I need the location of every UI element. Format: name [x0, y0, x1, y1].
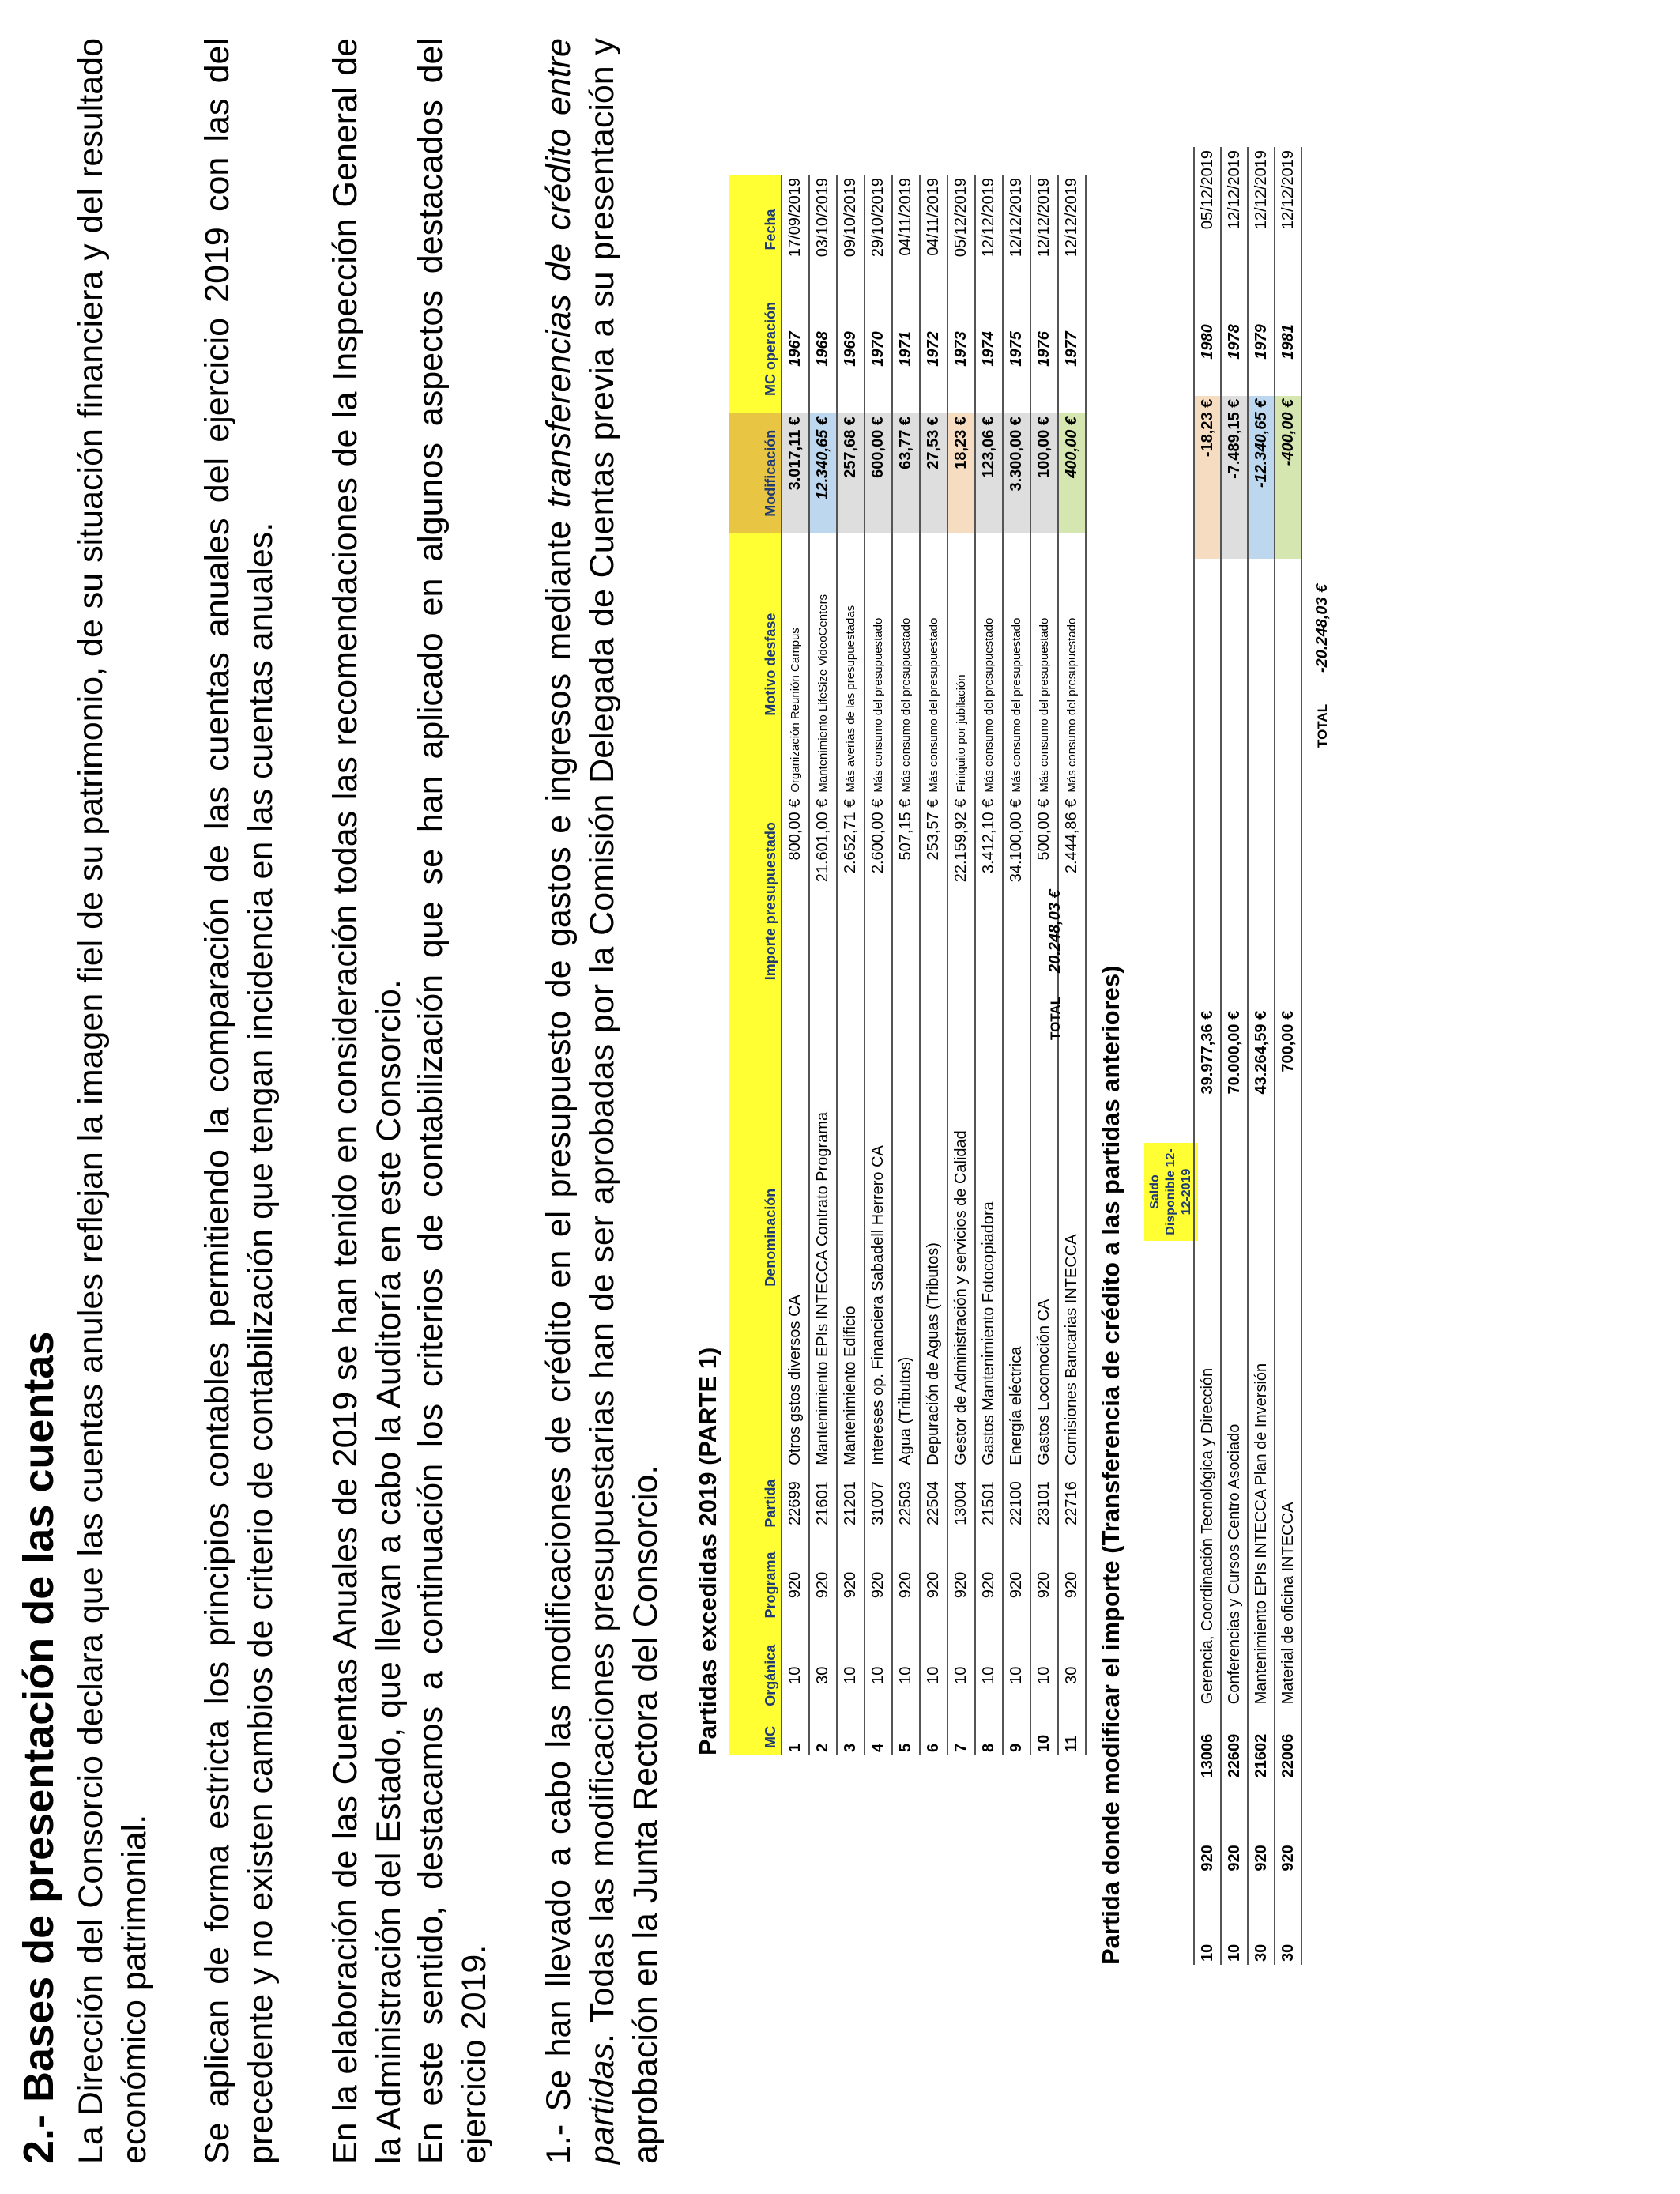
cell-modificacion: 400,00 € — [1058, 413, 1086, 533]
cell-modificacion: -400,00 € — [1275, 396, 1301, 559]
cell-modificacion: 257,68 € — [837, 413, 864, 533]
table1-total-value: 20.248,03 € — [1046, 889, 1064, 973]
table2-title: Partida donde modificar el importe (Transferencia de crédito a las partidas anteriores) — [1097, 965, 1124, 1965]
cell-importe: 253,57 € — [920, 796, 947, 1007]
cell-programa: 920 — [1275, 1804, 1301, 1912]
cell-denominacion: Conferencias y Cursos Centro Asociado — [1221, 1148, 1248, 1707]
cell-fecha: 12/12/2019 — [1275, 147, 1301, 288]
cell-motivo: Más consumo del presupuestado — [1058, 533, 1086, 795]
cell-partida: 23101 — [1030, 1468, 1058, 1539]
cell-denominacion: Gastos Locomoción CA — [1030, 1007, 1058, 1468]
cell-fecha: 12/12/2019 — [1030, 175, 1058, 285]
cell-fecha: 09/10/2019 — [837, 175, 864, 285]
cell-denominacion: Mantenimiento EPIs INTECCA Plan de Inversión — [1248, 1148, 1275, 1707]
cell-mc: 3 — [837, 1719, 864, 1755]
cell-fecha: 29/10/2019 — [864, 175, 892, 285]
cell-partida: 21501 — [975, 1468, 1003, 1539]
paragraph-5 — [537, 38, 668, 2164]
cell-operacion: 1973 — [947, 285, 975, 413]
cell-operacion: 1968 — [809, 285, 837, 413]
table2-total-label: TOTAL — [1315, 703, 1330, 748]
cell-denominacion: Otros gstos diversos CA — [782, 1007, 809, 1468]
cell-partida: 21602 — [1248, 1707, 1275, 1804]
cell-fecha: 03/10/2019 — [809, 175, 837, 285]
header-motivo: Motivo desfase — [729, 533, 782, 795]
cell-importe: 500,00 € — [1030, 796, 1058, 1007]
table-partidas-excedidas — [729, 175, 1087, 1755]
cell-programa: 920 — [975, 1538, 1003, 1631]
cell-modificacion: 600,00 € — [864, 413, 892, 533]
table1-title: Partidas excedidas 2019 (PARTE 1) — [694, 1347, 721, 1755]
cell-programa: 920 — [1221, 1804, 1248, 1912]
table1-total-label: TOTAL — [1048, 996, 1063, 1040]
cell-modificacion: 3.300,00 € — [1003, 413, 1030, 533]
cell-organica: 10 — [837, 1632, 864, 1719]
cell-importe: 34.100,00 € — [1003, 796, 1030, 1007]
cell-denominacion: Energía eléctrica — [1003, 1007, 1030, 1468]
cell-programa: 920 — [920, 1538, 947, 1631]
cell-mc: 9 — [1003, 1719, 1030, 1755]
cell-organica: 30 — [1248, 1912, 1275, 1965]
cell-programa: 920 — [1058, 1538, 1086, 1631]
cell-fecha: 05/12/2019 — [1194, 147, 1221, 288]
cell-operacion: 1976 — [1030, 285, 1058, 413]
cell-operacion: 1979 — [1248, 288, 1275, 395]
cell-modificacion: 12.340,65 € — [809, 413, 837, 533]
header-programa: Programa — [729, 1538, 782, 1631]
table-row — [809, 175, 837, 1755]
cell-motivo: Mantenimiento LifeSize VideoCenters — [809, 533, 837, 795]
cell-operacion: 1975 — [1003, 285, 1030, 413]
cell-programa: 920 — [782, 1538, 809, 1631]
cell-mc: 1 — [782, 1719, 809, 1755]
cell-fecha: 12/12/2019 — [975, 175, 1003, 285]
paragraph-5-end: . Todas las modificaciones presupuestarias han de ser aprobadas por la Comisión Delegada de Cuentas previa a su presentación y aprobación en la Junta Rectora del Consorcio. — [583, 38, 665, 2164]
cell-modificacion: 123,06 € — [975, 413, 1003, 533]
table-row — [782, 175, 809, 1755]
cell-modificacion: -12.340,65 € — [1248, 396, 1275, 559]
cell-programa: 920 — [1030, 1538, 1058, 1631]
table-row — [864, 175, 892, 1755]
header-partida: Partida — [729, 1468, 782, 1539]
cell-fecha: 12/12/2019 — [1058, 175, 1086, 285]
table-row — [1221, 147, 1248, 1965]
cell-importe: 507,15 € — [892, 796, 920, 1007]
spacer-cell — [1221, 559, 1248, 1008]
cell-programa: 920 — [1248, 1804, 1275, 1912]
cell-importe: 800,00 € — [782, 796, 809, 1007]
cell-organica: 10 — [920, 1632, 947, 1719]
cell-denominacion: Gerencia, Coordinación Tecnológica y Dirección — [1194, 1148, 1221, 1707]
cell-operacion: 1972 — [920, 285, 947, 413]
paragraph-1: La Dirección del Consorcio declara que las cuentas anules reflejan la imagen fiel de su patrimonio, de su situación financiera y del resultado económico patrimonial. — [72, 38, 153, 2164]
cell-modificacion: 63,77 € — [892, 413, 920, 533]
cell-organica: 10 — [864, 1632, 892, 1719]
spacer-cell — [1248, 559, 1275, 1008]
cell-partida: 21201 — [837, 1468, 864, 1539]
header-modificacion: Modificación — [729, 413, 782, 533]
cell-programa: 920 — [837, 1538, 864, 1631]
cell-motivo: Más consumo del presupuestado — [1030, 533, 1058, 795]
cell-modificacion: -18,23 € — [1194, 396, 1221, 559]
paragraph-5-start: 1.- Se han llevado a cabo las modificaciones de crédito en el presupuesto de gastos e ingresos mediante — [540, 507, 578, 2164]
table-row — [892, 175, 920, 1755]
table-row — [1248, 147, 1275, 1965]
cell-importe: 21.601,00 € — [809, 796, 837, 1007]
cell-partida: 21601 — [809, 1468, 837, 1539]
cell-partida: 13006 — [1194, 1707, 1221, 1804]
page-title: 2.- Bases de presentación de las cuentas — [15, 1331, 62, 2164]
cell-saldo: 43.264,59 € — [1248, 1008, 1275, 1148]
cell-organica: 10 — [1194, 1912, 1221, 1965]
cell-denominacion: Gastos Mantenimiento Fotocopiadora — [975, 1007, 1003, 1468]
header-operacion: MC operación — [729, 285, 782, 413]
spacer-cell — [1275, 559, 1301, 1008]
cell-mc: 4 — [864, 1719, 892, 1755]
cell-motivo: Más consumo del presupuestado — [892, 533, 920, 795]
table-row — [1275, 147, 1301, 1965]
cell-mc: 2 — [809, 1719, 837, 1755]
cell-organica: 10 — [892, 1632, 920, 1719]
paragraph-4: En este sentido, destacamos a continuación los criterios de contabilización que se han aplicado en algunos aspectos destacados del ejercicio 2019. — [412, 38, 493, 2164]
cell-fecha: 12/12/2019 — [1248, 147, 1275, 288]
cell-fecha: 12/12/2019 — [1003, 175, 1030, 285]
cell-importe: 2.444,86 € — [1058, 796, 1086, 1007]
paragraph-3: En la elaboración de las Cuentas Anuales de 2019 se han tenido en consideración todas las recomendaciones de la Inspección General de la Administración del Estado, que llevan a cabo la Auditoría en este Consorcio. — [326, 38, 408, 2164]
cell-organica: 30 — [1275, 1912, 1301, 1965]
cell-operacion: 1980 — [1194, 288, 1221, 395]
cell-saldo: 70.000,00 € — [1221, 1008, 1248, 1148]
cell-partida: 22716 — [1058, 1468, 1086, 1539]
cell-operacion: 1971 — [892, 285, 920, 413]
cell-saldo: 39.977,36 € — [1194, 1008, 1221, 1148]
header-organica: Orgánica — [729, 1632, 782, 1719]
header-fecha: Fecha — [729, 175, 782, 285]
cell-motivo: Finiquito por jubilación — [947, 533, 975, 795]
cell-motivo: Más consumo del presupuestado — [1003, 533, 1030, 795]
cell-mc: 10 — [1030, 1719, 1058, 1755]
cell-motivo: Más consumo del presupuestado — [864, 533, 892, 795]
cell-importe: 22.159,92 € — [947, 796, 975, 1007]
cell-denominacion: Mantenimiento Edificio — [837, 1007, 864, 1468]
cell-modificacion: 3.017,11 € — [782, 413, 809, 533]
cell-programa: 920 — [809, 1538, 837, 1631]
cell-motivo: Más consumo del presupuestado — [975, 533, 1003, 795]
table-row — [1194, 147, 1221, 1965]
cell-importe: 2.600,00 € — [864, 796, 892, 1007]
cell-motivo: Más consumo del presupuestado — [920, 533, 947, 795]
cell-modificacion: 100,00 € — [1030, 413, 1058, 533]
cell-motivo: Organización Reunión Campus — [782, 533, 809, 795]
cell-denominacion: Gestor de Administración y servicios de Calidad — [947, 1007, 975, 1468]
cell-modificacion: -7.489,15 € — [1221, 396, 1248, 559]
cell-denominacion: Intereses op. Financiera Sabadell Herrero CA — [864, 1007, 892, 1468]
cell-motivo: Más averías de las presupuestadas — [837, 533, 864, 795]
paragraph-5-italic: transferencias de crédito entre partidas — [540, 38, 621, 2164]
cell-programa: 920 — [864, 1538, 892, 1631]
paragraph-2: Se aplican de forma estricta los principios contables permitiendo la comparación de las cuentas anuales del ejercicio 2019 con las del precedente y no existen cambios de criterio de contabilización que tengan incidencia en las cuentas anuales. — [198, 38, 280, 2164]
table-row — [837, 175, 864, 1755]
saldo-disponible-label: Saldo Disponible 12-12-2019 — [1144, 1143, 1198, 1241]
cell-importe: 2.652,71 € — [837, 796, 864, 1007]
table-row — [1003, 175, 1030, 1755]
cell-denominacion: Depuración de Aguas (Tributos) — [920, 1007, 947, 1468]
cell-modificacion: 18,23 € — [947, 413, 975, 533]
cell-organica: 10 — [1003, 1632, 1030, 1719]
cell-operacion: 1977 — [1058, 285, 1086, 413]
table-row — [920, 175, 947, 1755]
cell-operacion: 1974 — [975, 285, 1003, 413]
cell-fecha: 04/11/2019 — [892, 175, 920, 285]
cell-denominacion: Mantenimiento EPIs INTECCA Contrato Programa — [809, 1007, 837, 1468]
table2-total-value: -20.248,03 € — [1313, 583, 1331, 673]
header-importe: Importe presupuestado — [729, 796, 782, 1007]
cell-fecha: 12/12/2019 — [1221, 147, 1248, 288]
cell-mc: 6 — [920, 1719, 947, 1755]
cell-programa: 920 — [892, 1538, 920, 1631]
cell-mc: 5 — [892, 1719, 920, 1755]
cell-partida: 22504 — [920, 1468, 947, 1539]
cell-mc: 7 — [947, 1719, 975, 1755]
table-partida-modificar — [1193, 147, 1302, 1965]
cell-partida: 13004 — [947, 1468, 975, 1539]
spacer-cell — [1194, 559, 1221, 1008]
cell-operacion: 1969 — [837, 285, 864, 413]
cell-programa: 920 — [1003, 1538, 1030, 1631]
cell-partida: 22503 — [892, 1468, 920, 1539]
cell-importe: 3.412,10 € — [975, 796, 1003, 1007]
cell-organica: 10 — [782, 1632, 809, 1719]
cell-denominacion: Material de oficina INTECCA — [1275, 1148, 1301, 1707]
table1-header-row — [729, 175, 782, 1755]
cell-saldo: 700,00 € — [1275, 1008, 1301, 1148]
cell-operacion: 1970 — [864, 285, 892, 413]
cell-partida: 22006 — [1275, 1707, 1301, 1804]
cell-partida: 22609 — [1221, 1707, 1248, 1804]
cell-denominacion: Agua (Tributos) — [892, 1007, 920, 1468]
cell-programa: 920 — [1194, 1804, 1221, 1912]
cell-partida: 31007 — [864, 1468, 892, 1539]
cell-fecha: 05/12/2019 — [947, 175, 975, 285]
cell-organica: 10 — [1221, 1912, 1248, 1965]
cell-organica: 30 — [809, 1632, 837, 1719]
header-mc: MC — [729, 1719, 782, 1755]
cell-organica: 10 — [1030, 1632, 1058, 1719]
cell-modificacion: 27,53 € — [920, 413, 947, 533]
table-row — [975, 175, 1003, 1755]
cell-mc: 11 — [1058, 1719, 1086, 1755]
cell-operacion: 1967 — [782, 285, 809, 413]
cell-denominacion: Comisiones Bancarias INTECCA — [1058, 1007, 1086, 1468]
cell-organica: 10 — [975, 1632, 1003, 1719]
cell-mc: 8 — [975, 1719, 1003, 1755]
table-row — [947, 175, 975, 1755]
header-denominacion: Denominación — [729, 1007, 782, 1468]
cell-programa: 920 — [947, 1538, 975, 1631]
cell-operacion: 1978 — [1221, 288, 1248, 395]
cell-partida: 22699 — [782, 1468, 809, 1539]
cell-partida: 22100 — [1003, 1468, 1030, 1539]
cell-fecha: 04/11/2019 — [920, 175, 947, 285]
cell-organica: 10 — [947, 1632, 975, 1719]
cell-organica: 30 — [1058, 1632, 1086, 1719]
cell-fecha: 17/09/2019 — [782, 175, 809, 285]
cell-operacion: 1981 — [1275, 288, 1301, 395]
